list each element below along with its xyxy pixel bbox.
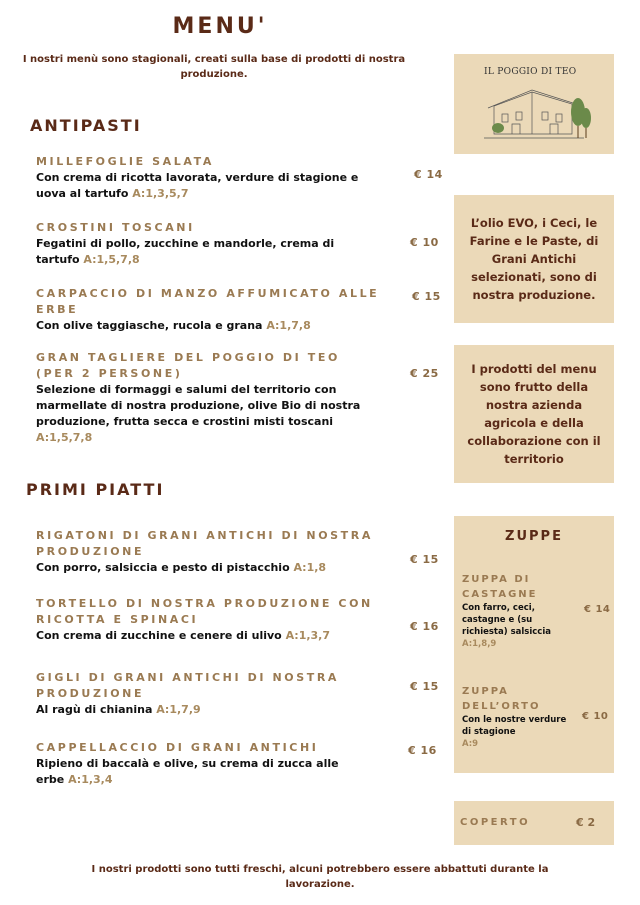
menu-item xyxy=(36,154,376,202)
logo-panel xyxy=(454,54,614,154)
allergen-codes: A:1,5,7,8 xyxy=(36,431,93,444)
dish-name: MILLEFOGLIE SALATA xyxy=(36,155,214,168)
zuppe-title: ZUPPE xyxy=(505,529,563,544)
menu-item xyxy=(36,596,396,644)
menu-item xyxy=(36,670,366,718)
dish-description: Con porro, salsiccia e pesto di pistacchio A:1,8 xyxy=(36,561,327,574)
dish-name: CARPACCIO DI MANZO AFFUMICATO ALLE ERBE xyxy=(36,287,380,316)
allergen-codes: A:1,3,7 xyxy=(285,629,331,642)
dish-description: Con olive taggiasche, rucola e grana A:1,7,8 xyxy=(36,319,311,332)
allergen-codes: A:1,3,5,7 xyxy=(132,187,189,200)
dish-name: GRAN TAGLIERE DEL POGGIO DI TEO (PER 2 PERSONE) xyxy=(36,351,340,380)
soup-name: ZUPPA DELL’ORTO xyxy=(462,686,541,712)
dish-description: Ripieno di baccalà e olive, su crema di zucca alle erbe A:1,3,4 xyxy=(36,757,339,786)
allergen-codes: A:1,7,8 xyxy=(266,319,311,332)
dish-name: RIGATONI DI GRANI ANTICHI DI NOSTRA PRODUZIONE xyxy=(36,529,373,558)
info-panel-farm xyxy=(454,345,614,483)
soup-description: Con le nostre verdure di stagione xyxy=(462,715,567,737)
soup-price: € 14 xyxy=(584,604,611,615)
menu-title: MENU' xyxy=(172,14,268,39)
allergen-codes: A:1,5,7,8 xyxy=(83,253,140,266)
dish-price: € 10 xyxy=(410,236,439,249)
dish-name: GIGLI DI GRANI ANTICHI DI NOSTRA PRODUZIONE xyxy=(36,671,340,700)
farmhouse-illustration xyxy=(454,54,614,154)
soup-name: ZUPPA DI CASTAGNE xyxy=(462,574,538,600)
dish-price: € 15 xyxy=(412,290,441,303)
dish-price: € 16 xyxy=(408,744,437,757)
allergen-codes: A:1,3,4 xyxy=(68,773,113,786)
menu-item xyxy=(36,740,366,788)
dish-price: € 14 xyxy=(414,168,443,181)
coperto-price: € 2 xyxy=(576,816,596,829)
dish-name: TORTELLO DI NOSTRA PRODUZIONE CON RICOTTA E SPINACI xyxy=(36,597,373,626)
menu-item xyxy=(36,350,376,446)
section-primi-title: PRIMI PIATTI xyxy=(26,480,165,499)
dish-price: € 15 xyxy=(410,553,439,566)
info-text: I prodotti del menu sono frutto della nostra azienda agricola e della collaborazione con il territorio xyxy=(467,362,601,466)
dish-description: Con crema di ricotta lavorata, verdure di stagione e uova al tartufo A:1,3,5,7 xyxy=(36,171,359,200)
soup-description: Con farro, ceci, castagne e (su richiesta) salsiccia xyxy=(462,603,551,637)
soup-item xyxy=(462,572,574,650)
allergen-codes: A:1,7,9 xyxy=(156,703,201,716)
dish-description: Selezione di formaggi e salumi del territorio con marmellate di nostra produzione, olive Bio di nostra produzione, frutta secca e crostini misti toscani A:1,5,7,8 xyxy=(36,383,361,444)
info-panel-products xyxy=(454,195,614,323)
dish-name: CROSTINI TOSCANI xyxy=(36,221,195,234)
allergen-codes: A:1,8,9 xyxy=(462,639,497,649)
coperto-label: COPERTO xyxy=(460,817,531,828)
dish-price: € 25 xyxy=(410,367,439,380)
menu-item xyxy=(36,220,356,268)
menu-item xyxy=(36,528,396,576)
soup-price: € 10 xyxy=(582,711,609,722)
menu-item xyxy=(36,286,396,334)
logo-text: IL POGGIO DI TEO xyxy=(484,67,577,77)
dish-description: Fegatini di pollo, zucchine e mandorle, crema di tartufo A:1,5,7,8 xyxy=(36,237,335,266)
section-antipasti-title: ANTIPASTI xyxy=(30,116,142,135)
zuppe-panel xyxy=(454,516,614,773)
info-text: L’olio EVO, i Ceci, le Farine e le Paste, di Grani Antichi selezionati, sono di nostra produzione. xyxy=(469,216,599,302)
dish-price: € 15 xyxy=(410,680,439,693)
soup-item xyxy=(462,684,574,750)
footer-note: I nostri prodotti sono tutti freschi, alcuni potrebbero essere abbattuti durante la lavorazione. xyxy=(91,864,549,890)
allergen-codes: A:1,8 xyxy=(293,561,327,574)
dish-name: CAPPELLACCIO DI GRANI ANTICHI xyxy=(36,741,319,754)
allergen-codes: A:9 xyxy=(462,739,479,749)
dish-price: € 16 xyxy=(410,620,439,633)
dish-description: Al ragù di chianina A:1,7,9 xyxy=(36,703,201,716)
dish-description: Con crema di zucchine e cenere di ulivo A:1,3,7 xyxy=(36,629,331,642)
menu-intro: I nostri menù sono stagionali, creati sulla base di prodotti di nostra produzione. xyxy=(22,54,406,80)
coperto-panel xyxy=(454,801,614,845)
